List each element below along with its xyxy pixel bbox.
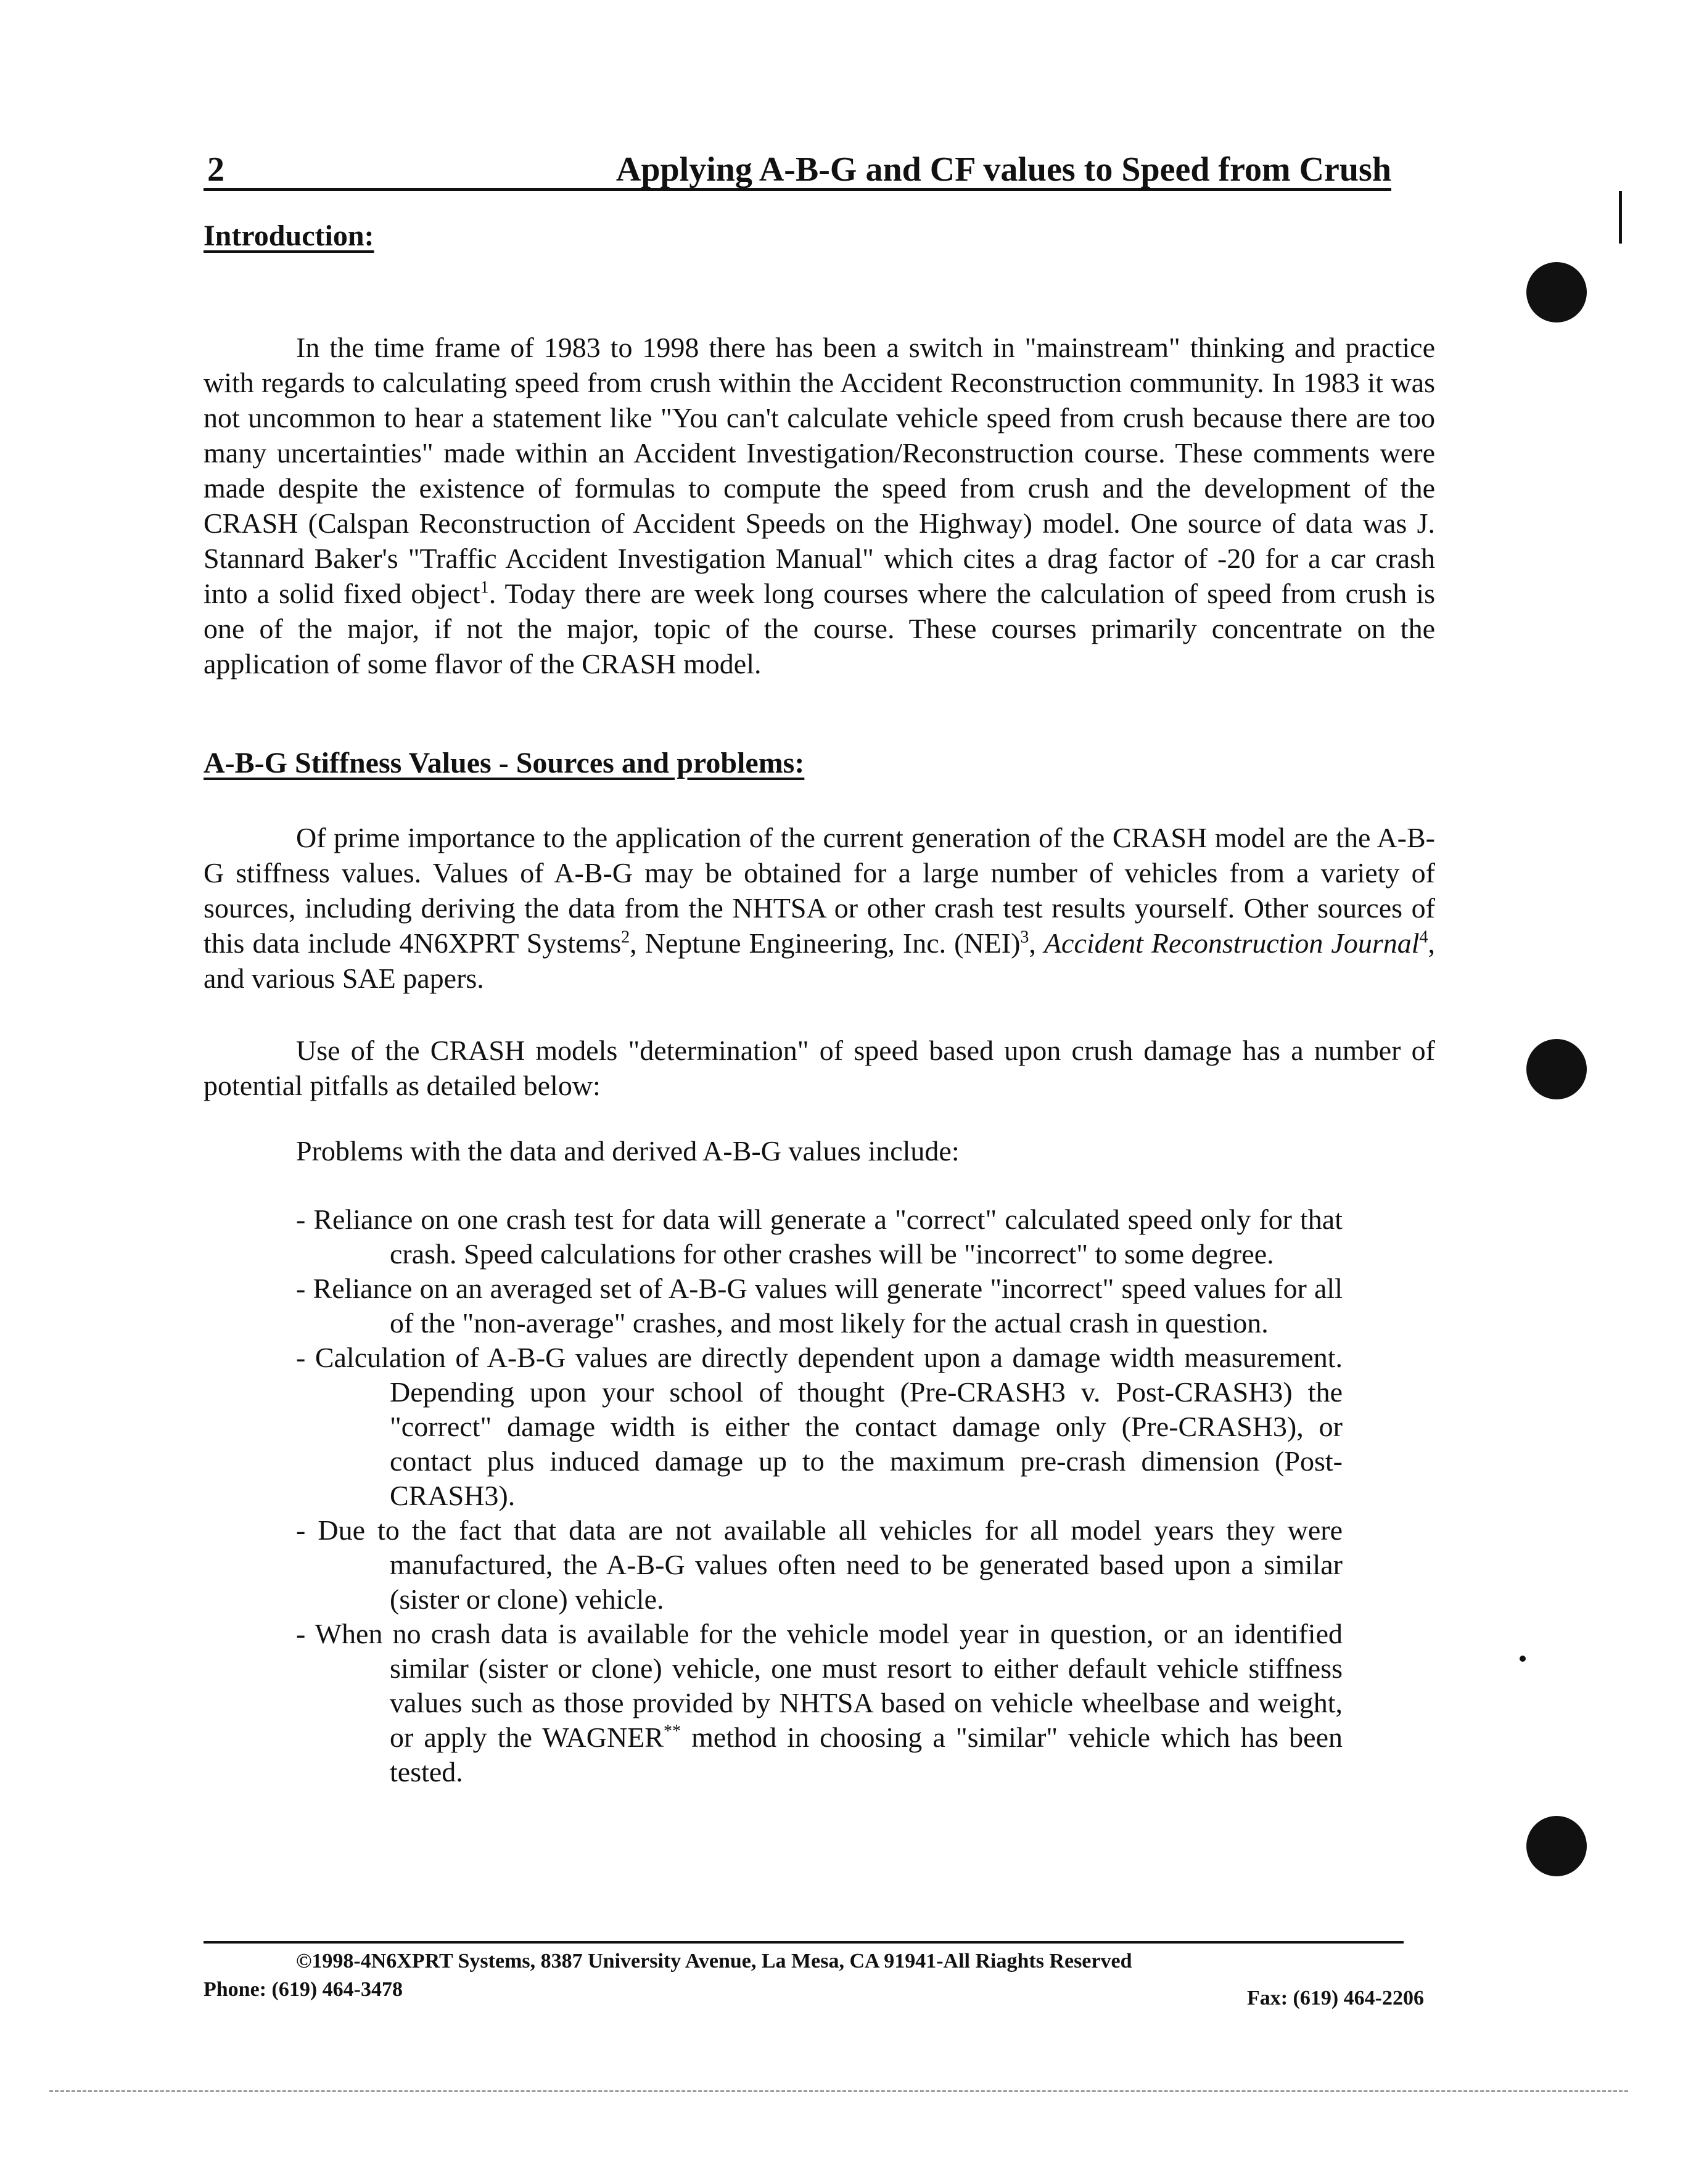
page-header xyxy=(204,145,1391,191)
abg-paragraph-1 xyxy=(204,820,1435,996)
problems-intro: Problems with the data and derived A-B-G values include: xyxy=(296,1135,960,1167)
binder-hole-top xyxy=(1526,262,1587,322)
problem-item: - Due to the fact that data are not available all vehicles for all model years they were manufactured, the A-B-G values often need to be generated based upon a similar (sister or clone) vehicle. xyxy=(296,1514,1343,1615)
scan-speck xyxy=(1520,1656,1526,1662)
wagner-footnote-mark: ** xyxy=(664,1722,681,1741)
problem-item: - Reliance on an averaged set of A-B-G values will generate "incorrect" speed values for all of the "non-average" crashes, and most likely for the actual crash in question. xyxy=(296,1273,1343,1339)
footnote-ref-2: 2 xyxy=(621,927,630,947)
abg-text-d: , and various SAE papers. xyxy=(204,927,1436,994)
intro-heading: Introduction: xyxy=(204,220,374,252)
problem-text-a: - When no crash data is available for the vehicle model year in question, or an identified similar (sister or clone) vehicle, one must resort to either default vehicle stiffness values such as those provided by NHTSA based on vehicle wheelbase and weight, or apply the WAGNER xyxy=(296,1618,1343,1753)
abg-text-b: , Neptune Engineering, Inc. (NEI) xyxy=(630,927,1021,959)
footnote-ref-3: 3 xyxy=(1020,927,1029,947)
problem-item: - Calculation of A-B-G values are directly dependent upon a damage width measurement. Depending upon your school of thought (Pre-CRASH3 v. Post-CRASH3) the "correct" damage width is either the contact damage only (Pre-CRASH3), or contact plus induced damage up to the maximum pre-crash dimension (Post- CRASH3). xyxy=(296,1342,1343,1511)
intro-text: In the time frame of 1983 to 1998 there has been a switch in "mainstream" thinking and practice with regards to calculating speed from crush within the Accident Reconstruction community. In 1983 it was not uncommon to hear a statement like "You can't calculate vehicle speed from crush because there are too many uncertainties" made within an Accident Investigation/Reconstruction course. These comments were made despite the existence of formulas to compute the speed from crush and the development of the CRASH (Calspan Reconstruction of Accident Speeds on the Highway) model. One source of data was J. Stannard Baker's "Traffic Accident Investigation Manual" which cites a drag factor of -20 for a car crash into a solid fixed object xyxy=(204,332,1435,609)
scan-artifact-line xyxy=(49,2090,1628,2092)
footer-copyright: ©1998-4N6XPRT Systems, 8387 University Avenue, La Mesa, CA 91941-All Riaghts Reserved xyxy=(296,1950,1132,1973)
problem-text-b: method in choosing a "similar" vehicle which has been tested. xyxy=(390,1722,1343,1788)
margin-mark xyxy=(1619,191,1622,244)
footnote-ref-4: 4 xyxy=(1419,927,1428,947)
page-title: Applying A-B-G and CF values to Speed from Crush xyxy=(615,150,1391,189)
problem-item: - Reliance on one crash test for data will generate a "correct" calculated speed only for that crash. Speed calculations for other crashes will be "incorrect" to some degree. xyxy=(296,1204,1343,1270)
binder-hole-middle xyxy=(1526,1039,1587,1099)
footer-rule xyxy=(204,1941,1404,1944)
footnote-ref-1: 1 xyxy=(480,578,489,597)
footer-phone: Phone: (619) 464-3478 xyxy=(204,1978,403,2001)
intro-text-tail: . Today there are week long courses where the calculation of speed from crush is one of the major, if not the major, topic of the course. These courses primarily concentrate on the application of some flavor of the CRASH model. xyxy=(204,578,1435,679)
page-number: 2 xyxy=(207,150,224,189)
abg-text-a: Of prime importance to the application of the current generation of the CRASH model are the A-B-G stiffness values. Values of A-B-G may be obtained for a large number of vehicles from a variety of sources, including deriving the data from the NHTSA or other crash test results yourself. Other sources of this data include 4N6XPRT Systems xyxy=(204,822,1435,959)
binder-hole-bottom xyxy=(1526,1816,1587,1876)
intro-paragraph xyxy=(204,330,1435,681)
abg-heading: A-B-G Stiffness Values - Sources and problems: xyxy=(204,747,805,779)
footer-fax: Fax: (619) 464-2206 xyxy=(1246,1987,1424,2010)
abg-paragraph-2: Use of the CRASH models "determination" of speed based upon crush damage has a number of potential pitfalls as detailed below: xyxy=(204,1035,1435,1101)
journal-title: Accident Reconstruction Journal xyxy=(1043,927,1420,959)
problem-item-last xyxy=(296,1617,1343,1789)
abg-text-c: , xyxy=(1029,927,1044,959)
problems-list xyxy=(296,1202,1343,1789)
